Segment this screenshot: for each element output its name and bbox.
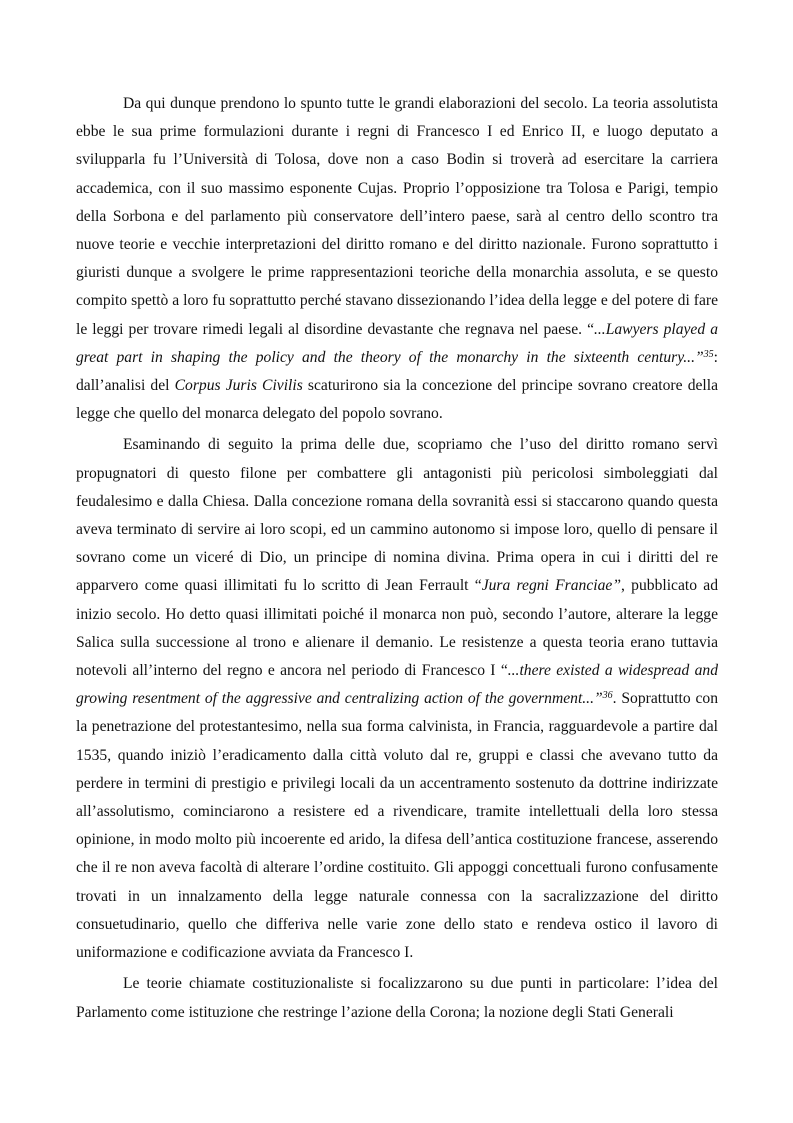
- paragraph-roman-law: [76, 431, 718, 967]
- footnote-ref-35: 35: [703, 348, 714, 360]
- text-span: . Soprattutto con la penetrazione del protestantesimo, nella sua forma calvinista, in Francia, ragguardevole a partire dal 1535, quando iniziò l’eradicamento dalla città voluto dal re, gruppi e classi che avevano tutto da perdere in termini di prestigio e privilegi locali da un accentramento sostenuto da dottrine indirizzate all’assolutismo, cominciarono a resistere ed a rivendicare, tramite intellettuali della loro stessa opinione, in modo molto più incoerente ed arido, la difesa dell’antica costituzione francese, asserendo che il re non aveva facoltà di alterare l’ordine costituito. Gli appoggi concettuali furono confusamente trovati in un innalzamento della legge naturale connessa con la sacralizzazione del diritto consuetudinario, quello che differiva nelle varie zone dello stato e rendeva ostico il lavoro di uniformazione e codificazione avviata da Francesco I.: [76, 690, 719, 962]
- text-span: scaturirono sia la concezione del principe sovrano creatore della legge che quello del monarca delegato del popolo sovrano.: [76, 377, 718, 423]
- text-span: Esaminando di seguito la prima delle due, scopriamo che l’uso del diritto romano servì propugnatori di questo filone per combattere gli antagonisti più pericolosi simboleggiati dal feudalesimo e dalla Chiesa. Dalla concezione romana della sovranità essi si staccarono quando questa aveva terminato di servire ai loro scopi, ed un cammino autonomo si impose loro, quello di pensare il sovrano come un viceré di Dio, un principe di nomina divina. Prima opera in cui i diritti del re apparvero come quasi illimitati fu lo scritto di Jean Ferrault “: [76, 436, 718, 595]
- paragraph-absolutism-origins: [76, 90, 718, 428]
- italic-quote: ...there existed a widespread and growing resentment of the aggressive and centralizing action of the government...”: [76, 662, 718, 708]
- italic-title: Corpus Juris Civilis: [174, 377, 303, 395]
- text-span: , pubblicato ad inizio secolo. Ho detto quasi illimitati poiché il monarca non può, secondo l’autore, alterare la legge Salica sulla successione al trono e alienare il demanio. Le resistenze a questa teoria erano tuttavia notevoli all’interno del regno e ancora nel periodo di Francesco I “: [76, 577, 718, 680]
- text-span: : dall’analisi del: [76, 348, 718, 395]
- paragraph-constitutional-theories: [76, 970, 718, 1026]
- italic-quote: ...Lawyers played a great part in shaping the policy and the theory of the monarchy in the sixteenth century...”: [76, 320, 718, 366]
- footnote-ref-36: 36: [602, 690, 613, 702]
- italic-title: Jura regni Franciae”: [481, 577, 621, 595]
- text-span: Le teorie chiamate costituzionaliste si focalizzarono su due punti in particolare: l’idea del Parlamento come istituzione che restringe l’azione della Corona; la nozione degli Stati Generali: [76, 975, 718, 1021]
- text-span: Da qui dunque prendono lo spunto tutte le grandi elaborazioni del secolo. La teoria assolutista ebbe le sua prime formulazioni durante i regni di Francesco I ed Enrico II, e luogo deputato a svilupparla fu l’Università di Tolosa, dove non a caso Bodin si troverà ad esercitare la carriera accademica, con il suo massimo esponente Cujas. Proprio l’opposizione tra Tolosa e Parigi, tempio della Sorbona e del parlamento più conservatore dell’intero paese, sarà al centro dello scontro tra nuove teorie e vecchie interpretazioni del diritto romano e del diritto nazionale. Furono soprattutto i giuristi dunque a svolgere le prime rappresentazioni teoriche della monarchia assoluta, e se questo compito spettò a loro fu soprattutto perché stavano dissezionando l’idea della legge e del potere di fare le leggi per trovare rimedi legali al disordine devastante che regnava nel paese. “: [76, 95, 718, 338]
- document-page: [76, 90, 718, 1027]
